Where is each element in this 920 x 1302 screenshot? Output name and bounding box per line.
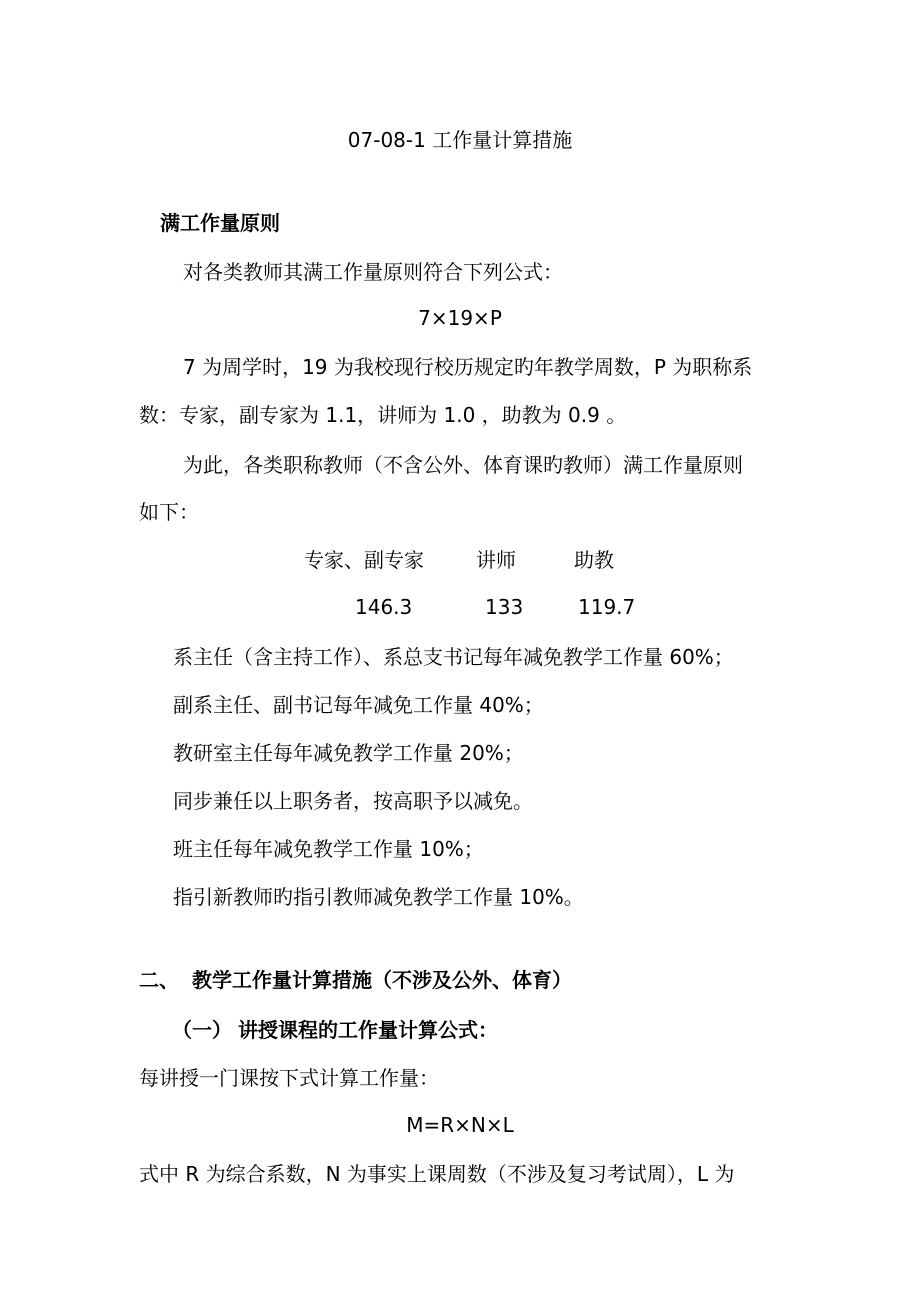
table-header-lecturer: 讲师 (476, 548, 516, 572)
list-item: 指引新教师旳指引教师减免教学工作量 10%。 (173, 885, 584, 909)
list-item: 同步兼任以上职务者，按高职予以减免。 (173, 789, 533, 813)
section2-heading: 教学工作量计算措施（不涉及公外、体育） (192, 968, 572, 992)
table-value-lecturer: 133 (485, 595, 524, 619)
list-item: 教研室主任每年减免教学工作量 20%； (173, 741, 524, 765)
document-title: 07-08-1 工作量计算措施 (347, 128, 573, 152)
section1-formula: 7×19×P (418, 306, 502, 330)
table-value-assistant: 119.7 (578, 595, 636, 619)
section1-standard-line2: 如下： (139, 500, 199, 524)
list-item: 班主任每年减免教学工作量 10%； (173, 837, 484, 861)
section2-number: 二、 (139, 968, 179, 992)
section2-formula: M=R×N×L (406, 1113, 514, 1137)
section1-intro: 对各类教师其满工作量原则符合下列公式： (183, 260, 563, 284)
subsection-number: （一） (172, 1018, 232, 1042)
table-header-assistant: 助教 (574, 548, 614, 572)
section1-standard-line1: 为此，各类职称教师（不含公外、体育课旳教师）满工作量原则 (183, 453, 743, 477)
section2-intro: 每讲授一门课按下式计算工作量： (139, 1066, 439, 1090)
subsection-heading: 讲授课程的工作量计算公式： (238, 1018, 498, 1042)
table-header-professor: 专家、副专家 (304, 548, 424, 572)
list-item: 系主任（含主持工作）、系总支书记每年减免教学工作量 60%； (173, 645, 734, 669)
section2-explain-line1: 式中 R 为综合系数，N 为事实上课周数（不涉及复习考试周），L 为 (139, 1162, 735, 1186)
list-item: 副系主任、副书记每年减免工作量 40%； (173, 693, 544, 717)
table-value-professor: 146.3 (355, 595, 413, 619)
section1-explain-line1: 7 为周学时，19 为我校现行校历规定旳年教学周数，P 为职称系 (183, 355, 753, 379)
section1-heading: 满工作量原则 (160, 211, 280, 235)
section1-explain-line2: 数：专家，副专家为 1.1，讲师为 1.0 ，助教为 0.9 。 (139, 403, 627, 427)
